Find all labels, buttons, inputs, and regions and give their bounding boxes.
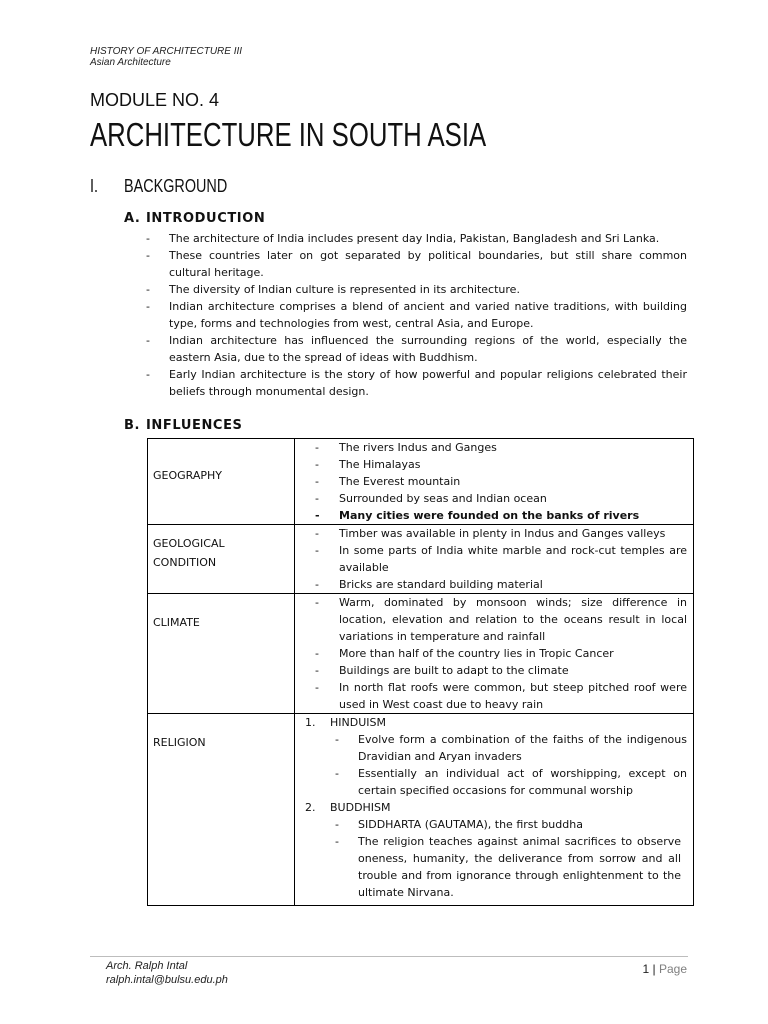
list-item-bold: - Many cities were founded on the banks of rivers <box>314 507 687 524</box>
influences-heading <box>124 418 243 433</box>
page-number-separator: | <box>652 962 656 976</box>
buddhism-number: 2. <box>305 801 316 814</box>
influences-letter: B. <box>124 418 141 433</box>
geography-list <box>314 439 687 524</box>
header-course: HISTORY OF ARCHITECTURE III <box>90 46 243 57</box>
religion-list <box>305 714 687 901</box>
list-item: - The diversity of Indian culture is represented in its architecture. <box>146 281 687 298</box>
footer-divider <box>90 956 688 957</box>
climate-cell <box>295 594 694 714</box>
geological-label-line1: GEOLOGICAL <box>153 537 225 550</box>
list-item: - Timber was available in plenty in Indus and Ganges valleys <box>314 525 687 542</box>
list-item: - Warm, dominated by monsoon winds; size difference in location, elevation and relation to the oceans result in local variations in temperature and rainfall <box>314 594 687 645</box>
list-item: - Buildings are built to adapt to the climate <box>314 662 687 679</box>
buddhism-list <box>330 816 687 901</box>
geography-label: GEOGRAPHY <box>148 439 295 525</box>
influences-heading-text: INFLUENCES <box>146 418 243 433</box>
list-item: - SIDDHARTA (GAUTAMA), the first buddha <box>330 816 687 833</box>
list-item: - The religion teaches against animal sacrifices to observe oneness, humanity, the deliverance from sorrow and all trouble and from ignorance through enlightenment to the ultimate Nirvana. <box>330 833 687 901</box>
list-item: - In north flat roofs were common, but steep pitched roof were used in West coast due to heavy rain <box>314 679 687 713</box>
geological-label <box>148 525 295 594</box>
introduction-heading-text: INTRODUCTION <box>146 211 266 226</box>
list-item: - Indian architecture has influenced the surrounding regions of the world, especially the eastern Asia, due to the spread of ideas with Buddhism. <box>146 332 687 366</box>
page-title: ARCHITECTURE IN SOUTH ASIA <box>90 116 487 153</box>
list-item: - Indian architecture comprises a blend of ancient and varied native traditions, with building type, forms and technologies from west, central Asia, and Europe. <box>146 298 687 332</box>
list-item: - Evolve form a combination of the faiths of the indigenous Dravidian and Aryan invaders <box>330 731 687 765</box>
list-item: - The Everest mountain <box>314 473 687 490</box>
religion-item-buddhism <box>305 799 687 901</box>
geography-cell <box>295 439 694 525</box>
list-item: - The rivers Indus and Ganges <box>314 439 687 456</box>
page-number <box>642 962 687 976</box>
hinduism-number: 1. <box>305 716 316 729</box>
footer-author: Arch. Ralph Intal <box>106 960 188 972</box>
hinduism-name: HINDUISM <box>330 716 386 729</box>
religion-item-hinduism <box>305 714 687 799</box>
geological-cell <box>295 525 694 594</box>
list-item: - The architecture of India includes present day India, Pakistan, Bangladesh and Sri Lanka. <box>146 230 687 247</box>
list-item: - The Himalayas <box>314 456 687 473</box>
hinduism-list <box>330 731 687 799</box>
climate-list <box>314 594 687 713</box>
introduction-list <box>146 230 687 400</box>
list-item: - Early Indian architecture is the story of how powerful and popular religions celebrated their beliefs through monumental design. <box>146 366 687 400</box>
religion-label: RELIGION <box>148 714 295 906</box>
buddhism-name: BUDDHISM <box>330 801 391 814</box>
list-item: - More than half of the country lies in Tropic Cancer <box>314 645 687 662</box>
introduction-heading <box>124 211 265 226</box>
list-item: - Bricks are standard building material <box>314 576 687 593</box>
header-subject: Asian Architecture <box>90 57 171 68</box>
page-word: Page <box>658 962 687 976</box>
list-item: - Surrounded by seas and Indian ocean <box>314 490 687 507</box>
table-row-climate <box>148 594 694 714</box>
geological-list <box>314 525 687 593</box>
section-number: I. <box>90 176 99 196</box>
introduction-letter: A. <box>124 211 141 226</box>
table-row-religion <box>148 714 694 906</box>
list-item: - In some parts of India white marble and rock-cut temples are available <box>314 542 687 576</box>
influences-table <box>147 438 694 906</box>
section-title: BACKGROUND <box>124 176 228 196</box>
footer-email: ralph.intal@bulsu.edu.ph <box>106 974 228 986</box>
module-label: MODULE NO. 4 <box>90 90 220 110</box>
page-number-value: 1 <box>642 962 650 976</box>
religion-cell <box>295 714 694 906</box>
table-row-geological <box>148 525 694 594</box>
list-item: - These countries later on got separated by political boundaries, but still share common cultural heritage. <box>146 247 687 281</box>
climate-label: CLIMATE <box>148 594 295 714</box>
table-row-geography <box>148 439 694 525</box>
geological-label-line2: CONDITION <box>153 556 217 569</box>
list-item: - Essentially an individual act of worshipping, except on certain specified occasions for communal worship <box>330 765 687 799</box>
